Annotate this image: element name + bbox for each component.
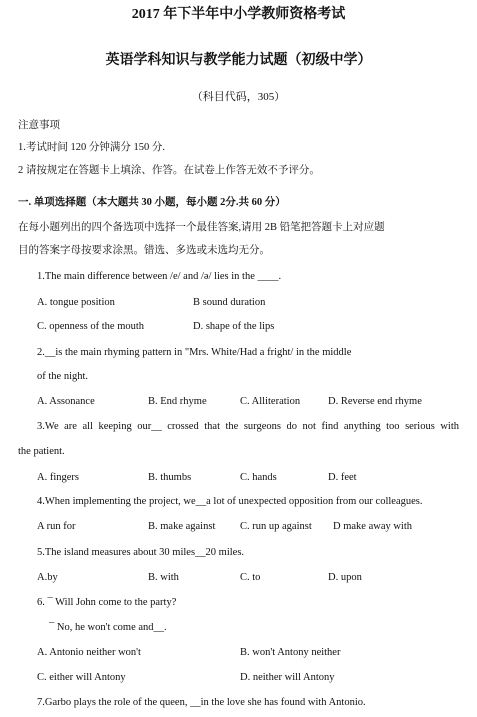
option-b: B. thumbs	[148, 472, 192, 483]
dialog-line: 6. ¯ Will John come to the party?	[37, 597, 177, 608]
section-instructions: 目的答案字母按要求涂黑。错选、多选或未选均无分。	[18, 245, 270, 256]
dialog-line: ¯ No, he won't come and__.	[49, 622, 167, 633]
exam-title: 2017 年下半年中小学教师资格考试	[131, 7, 346, 22]
option-b: B. won't Antony neither	[240, 647, 341, 658]
option-c: C. to	[240, 572, 261, 583]
subject-code: （科目代码，305）	[191, 91, 286, 103]
option-a: A.by	[37, 572, 58, 583]
option-a: A. fingers	[37, 472, 79, 483]
option-d: D make away with	[333, 521, 413, 532]
option-c: C. Alliteration	[240, 396, 301, 407]
option-d: D. upon	[328, 572, 362, 583]
option-a: A. Antonio neither won't	[37, 647, 141, 658]
option-d: D. feet	[328, 472, 357, 483]
question-stem-continued: of the night.	[37, 371, 89, 382]
option-a: A run for	[37, 521, 76, 532]
question-stem: 3.We are all keeping our__ crossed that the surgeons do not find anything too serious with	[37, 421, 459, 432]
option-b: B. End rhyme	[148, 396, 207, 407]
section-heading: 一. 单项选择题（本大题共 30 小题，每小题 2分.共 60 分）	[18, 197, 286, 208]
option-d: D. neither will Antony	[240, 672, 335, 683]
question-stem: 4.When implementing the project, we__a lot of unexpected opposition from our colleagues.	[37, 496, 423, 507]
option-a: A. tongue position	[37, 297, 115, 308]
notice-item: 1.考试时间 120 分钟满分 150 分.	[18, 142, 165, 153]
notice-item: 2 请按规定在答题卡上填涂、作答。在试卷上作答无效不予评分。	[18, 165, 320, 176]
notice-heading: 注意事项	[18, 120, 60, 131]
question-stem: 1.The main difference between /e/ and /ə/ lies in the ____.	[37, 271, 282, 282]
question-stem: 5.The island measures about 30 miles__20 miles.	[37, 547, 245, 558]
option-c: C. hands	[240, 472, 277, 483]
option-c: C. run up against	[240, 521, 312, 532]
option-c: C. either will Antony	[37, 672, 126, 683]
section-instructions: 在每小题列出的四个备选项中选择一个最佳答案,请用 2B 铅笔把答题卡上对应题	[18, 222, 385, 233]
option-b: B sound duration	[193, 297, 266, 308]
option-b: B. with	[148, 572, 179, 583]
option-a: A. Assonance	[37, 396, 95, 407]
option-d: D. shape of the lips	[193, 321, 275, 332]
question-stem: 2.__is the main rhyming pattern in "Mrs. White/Had a fright/ in the middle	[37, 347, 352, 358]
question-stem-continued: the patient.	[18, 446, 65, 457]
question-stem: 7.Garbo plays the role of the queen, __in the love she has found with Antonio.	[37, 697, 366, 708]
option-c: C. openness of the mouth	[37, 321, 145, 332]
option-b: B. make against	[148, 521, 216, 532]
paper-subtitle: 英语学科知识与教学能力试题（初级中学）	[105, 53, 372, 68]
option-d: D. Reverse end rhyme	[328, 396, 422, 407]
